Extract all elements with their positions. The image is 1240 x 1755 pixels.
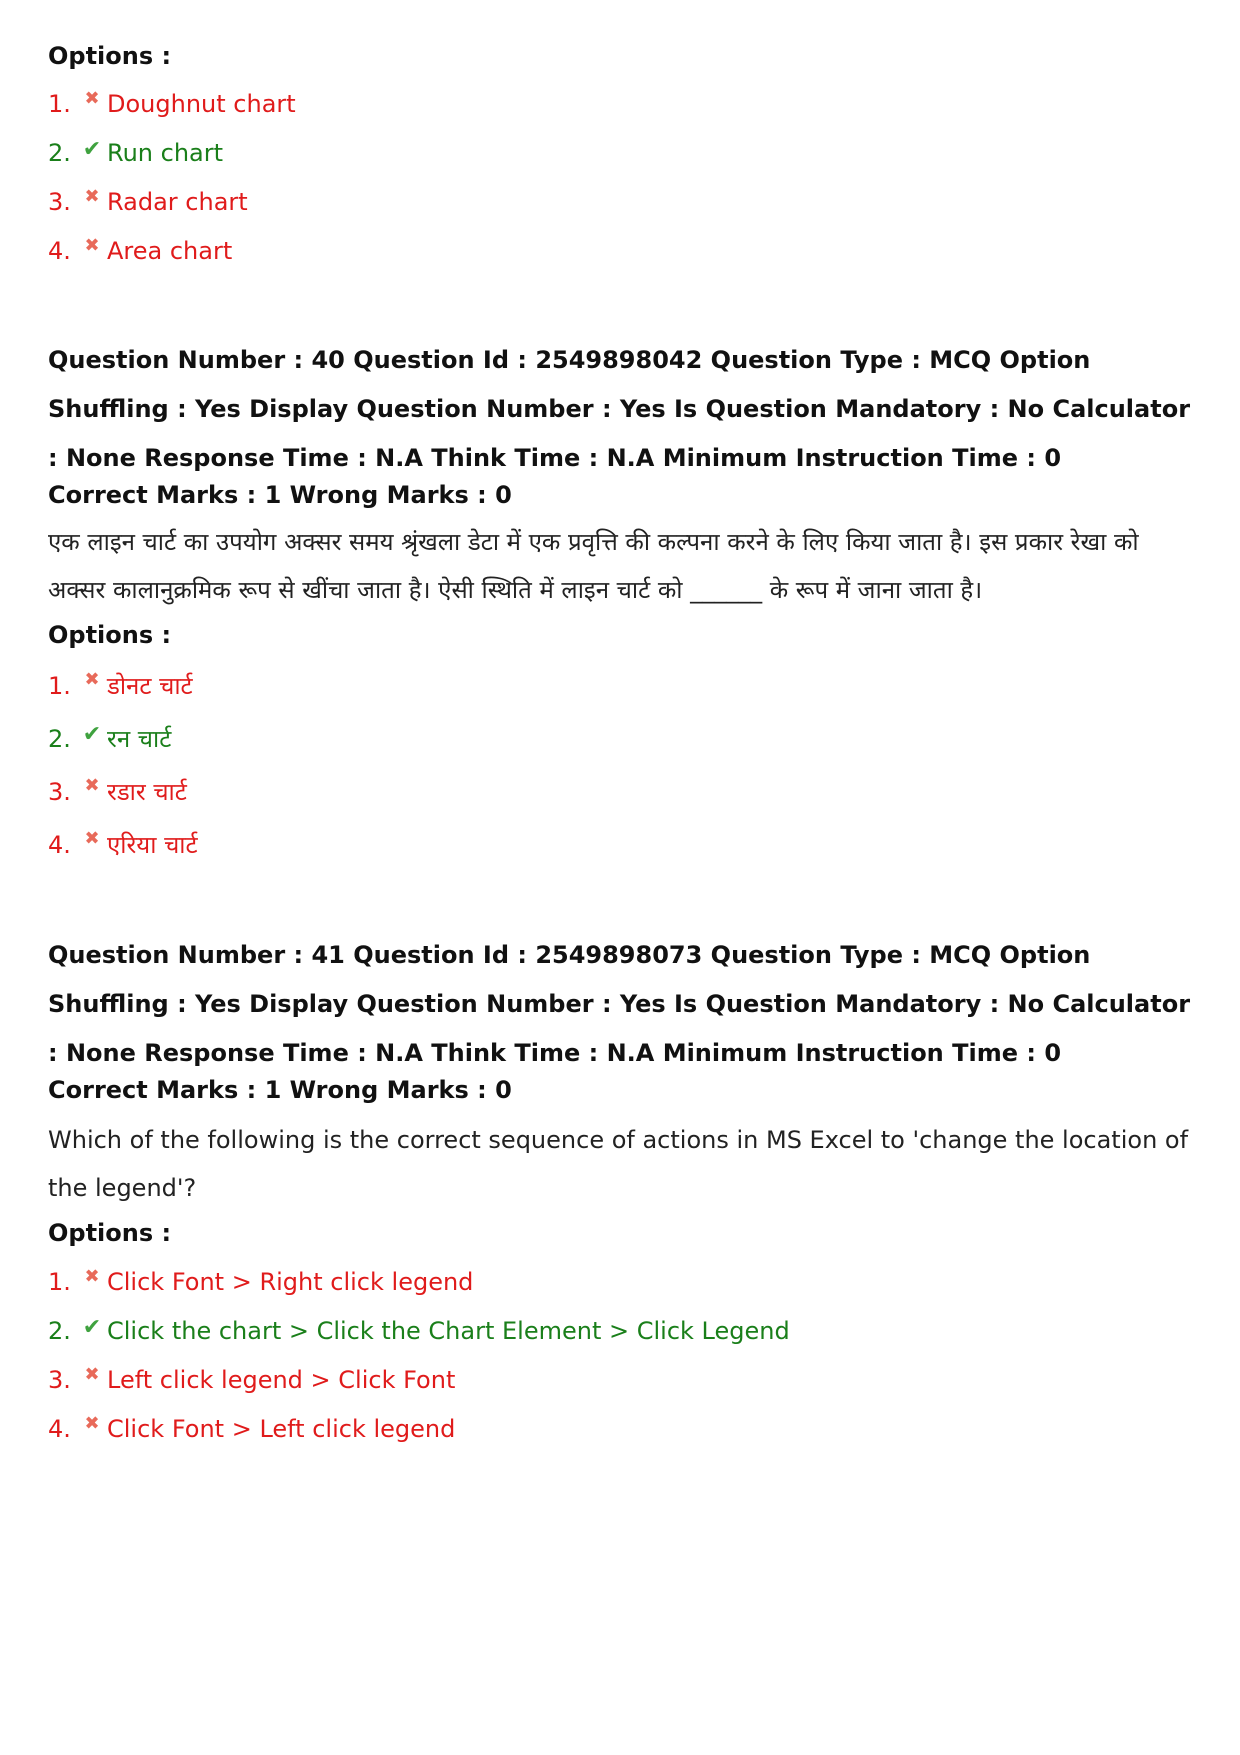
option-item	[48, 828, 198, 861]
question-marks: Correct Marks : 1 Wrong Marks : 0	[48, 481, 512, 509]
option-number: 3.	[48, 777, 71, 806]
question-text: Which of the following is the correct sequence of actions in MS Excel to 'change the location of the legend'?	[48, 1126, 1189, 1202]
question-text: एक लाइन चार्ट का उपयोग अक्सर समय श्रृंखला डेटा में एक प्रवृत्ति की कल्पना करने के लिए किया जाता है। इस प्रकार रेखा को अक्सर कालानुक्रमिक रूप से खींचा जाता है। ऐसी स्थिति में लाइन चार्ट को ______ के रूप में जाना जाता है।	[48, 528, 1139, 604]
option-item	[48, 1314, 790, 1345]
cross-icon: ✖	[84, 185, 100, 207]
option-item	[48, 185, 248, 216]
option-number: 2.	[48, 1317, 71, 1345]
option-text: Area chart	[107, 237, 233, 265]
cross-icon: ✖	[84, 1363, 100, 1385]
option-number: 1.	[48, 1268, 71, 1296]
option-number: 3.	[48, 1366, 71, 1394]
question-meta: Question Number : 40 Question Id : 2549898042 Question Type : MCQ Option Shuffling : Yes Display Question Number : Yes Is Question Mandatory : No Calculator : None Response Time : N.A Think Time : N.A Minimum Instruction Time : 0	[48, 346, 1191, 472]
option-item	[48, 234, 233, 265]
option-text: Radar chart	[107, 188, 248, 216]
option-text: Left click legend > Click Font	[107, 1366, 456, 1394]
cross-icon: ✖	[84, 828, 100, 849]
option-text: Click Font > Left click legend	[107, 1415, 456, 1443]
option-item	[48, 722, 171, 755]
option-item	[48, 775, 187, 808]
option-number: 3.	[48, 188, 71, 216]
option-item	[48, 1412, 456, 1443]
option-number: 1.	[48, 90, 71, 118]
option-text: डोनट चार्ट	[107, 672, 193, 700]
options-label: Options :	[48, 621, 172, 649]
option-number: 2.	[48, 724, 71, 753]
check-icon: ✔	[82, 722, 102, 747]
option-number: 2.	[48, 139, 71, 167]
option-number: 4.	[48, 237, 71, 265]
cross-icon: ✖	[84, 234, 100, 256]
check-icon: ✔	[82, 1314, 102, 1340]
check-icon: ✔	[82, 136, 102, 162]
question-meta: Question Number : 41 Question Id : 2549898073 Question Type : MCQ Option Shuffling : Yes Display Question Number : Yes Is Question Mandatory : No Calculator : None Response Time : N.A Think Time : N.A Minimum Instruction Time : 0	[48, 941, 1191, 1067]
option-item	[48, 669, 193, 702]
cross-icon: ✖	[84, 87, 100, 109]
option-text: Click the chart > Click the Chart Element > Click Legend	[107, 1317, 790, 1345]
option-text: एरिया चार्ट	[107, 831, 198, 859]
option-item	[48, 1363, 456, 1394]
cross-icon: ✖	[84, 775, 100, 796]
option-number: 4.	[48, 1415, 71, 1443]
option-text: Run chart	[107, 139, 224, 167]
option-item	[48, 87, 296, 118]
cross-icon: ✖	[84, 1412, 100, 1434]
option-text: रडार चार्ट	[107, 778, 187, 806]
option-text: रन चार्ट	[107, 725, 172, 753]
option-item	[48, 136, 224, 167]
option-number: 1.	[48, 671, 71, 700]
options-label: Options :	[48, 1219, 172, 1247]
cross-icon: ✖	[84, 1265, 100, 1287]
cross-icon: ✖	[84, 669, 100, 690]
option-number: 4.	[48, 830, 71, 859]
option-item	[48, 1265, 474, 1296]
option-text: Doughnut chart	[107, 90, 296, 118]
option-text: Click Font > Right click legend	[107, 1268, 474, 1296]
question-marks: Correct Marks : 1 Wrong Marks : 0	[48, 1076, 512, 1104]
options-label: Options :	[48, 42, 172, 70]
